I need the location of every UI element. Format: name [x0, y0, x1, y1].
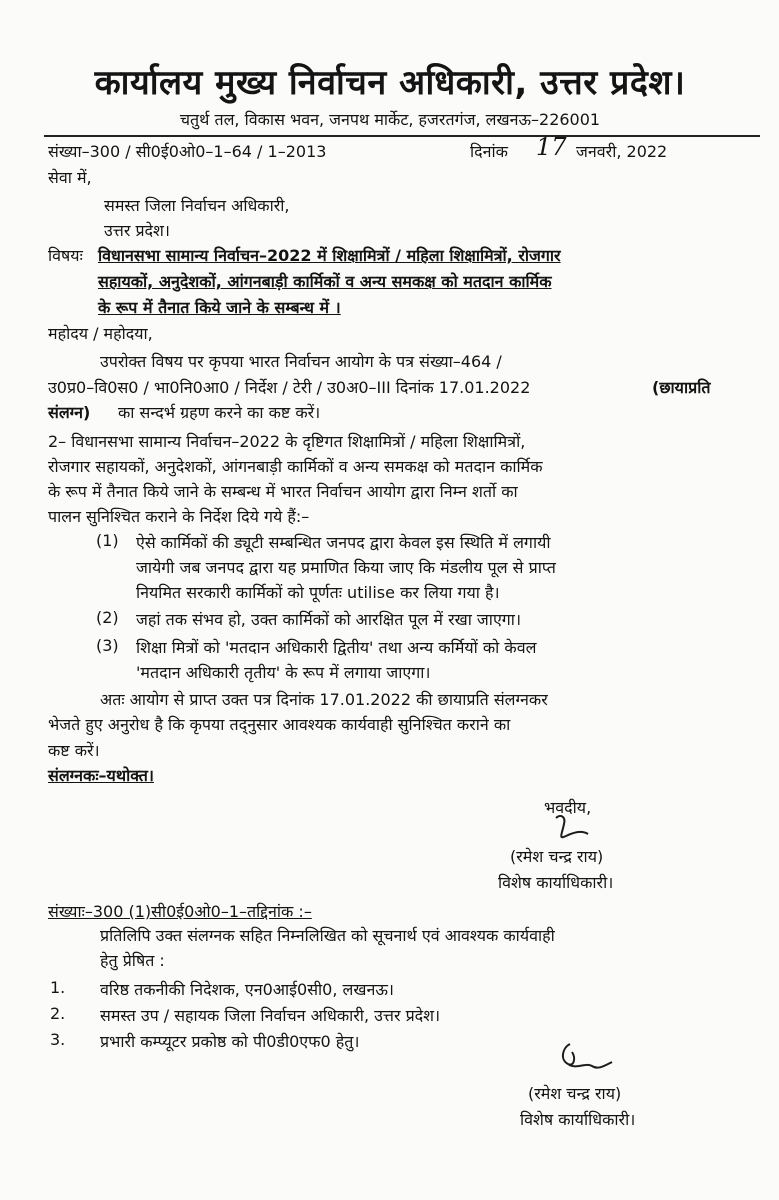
- copy-reference: संख्याः–300 (1)सी0ई0ओ0–1–तद्दिनांक :–: [48, 902, 312, 921]
- date-day-handwritten: 17: [536, 133, 567, 161]
- header-rule: [44, 135, 760, 137]
- copy-item-number: 1.: [50, 978, 66, 997]
- para3-line-3: कष्ट करें।: [48, 741, 100, 760]
- copy-intro-line-1: प्रतिलिपि उक्त संलग्नक सहित निम्नलिखित को सूचनार्थ एवं आवश्यक कार्यवाही: [100, 926, 555, 945]
- para2-line-1: 2– विधानसभा सामान्य निर्वाचन–2022 के दृष्टिगत शिक्षामित्रों / महिला शिक्षामित्रों,: [48, 432, 526, 451]
- condition-line: जहां तक संभव हो, उक्त कार्मिकों को आरक्षित पूल में रखा जाएगा।: [136, 610, 522, 629]
- date-rest: जनवरी, 2022: [576, 142, 668, 161]
- condition-number: (1): [96, 531, 119, 550]
- condition-line: जायेगी जब जनपद द्वारा यह प्रमाणित किया जाए कि मंडलीय पूल से प्राप्त: [136, 558, 556, 577]
- subject-line-3: के रूप में तैनात किये जाने के सम्बन्ध में ।: [98, 298, 341, 317]
- date-label: दिनांक: [470, 142, 508, 161]
- copy-item-text: वरिष्ठ तकनीकी निदेशक, एन0आई0सी0, लखनऊ।: [100, 980, 394, 999]
- para1-line-2: उ0प्र0–वि0स0 / भा0नि0आ0 / निर्देश / टेरी / उ0अ0–III दिनांक 17.01.2022: [48, 378, 531, 397]
- subject-line-2: सहायकों, अनुदेशकों, आंगनबाड़ी कार्मिकों व अन्य समकक्ष को मतदान कार्मिक: [98, 272, 552, 291]
- condition-number: (3): [96, 636, 119, 655]
- condition-line: शिक्षा मित्रों को 'मतदान अधिकारी द्वितीय' तथा अन्य कर्मियों को केवल: [136, 638, 537, 657]
- para2-line-3: के रूप में तैनात किये जाने के सम्बन्ध में भारत निर्वाचन आयोग द्वारा निम्न शर्तो का: [48, 482, 518, 501]
- para1-line-3: का सन्दर्भ ग्रहण करने का कष्ट करें।: [118, 403, 321, 422]
- signature-scribble-1: [548, 812, 608, 846]
- reference-number: संख्या–300 / सी0ई0ओ0–1–64 / 1–2013: [48, 142, 327, 161]
- office-address: चतुर्थ तल, विकास भवन, जनपथ मार्केट, हजरतगंज, लखनऊ–226001: [179, 110, 601, 129]
- recipient-line-1: समस्त जिला निर्वाचन अधिकारी,: [104, 196, 290, 215]
- condition-line: 'मतदान अधिकारी तृतीय' के रूप में लगाया जाएगा।: [136, 663, 431, 682]
- subject-line-1: विधानसभा सामान्य निर्वाचन–2022 में शिक्षामित्रों / महिला शिक्षामित्रों, रोजगार: [98, 246, 561, 265]
- signature-scribble-2: [556, 1040, 620, 1080]
- para2-line-2: रोजगार सहायकों, अनुदेशकों, आंगनबाड़ी कार्मिकों व अन्य समकक्ष को मतदान कार्मिक: [48, 457, 543, 476]
- signatory-designation-2: विशेष कार्याधिकारी।: [520, 1110, 636, 1129]
- office-title: कार्यालय मुख्य निर्वाचन अधिकारी, उत्तर प्रदेश।: [94, 63, 686, 103]
- closing: भवदीय,: [544, 798, 592, 817]
- copy-intro-line-2: हेतु प्रेषित :: [100, 951, 165, 970]
- signatory-name: (रमेश चन्द्र राय): [510, 847, 604, 866]
- recipient-line-2: उत्तर प्रदेश।: [104, 221, 170, 240]
- salutation-to: सेवा में,: [48, 168, 92, 187]
- para1-line-3-bold: संलग्न): [48, 403, 91, 422]
- enclosure: संलग्नकः–यथोक्त।: [48, 766, 154, 785]
- condition-line: नियमित सरकारी कार्मिकों को पूर्णतः utilise कर लिया गया है।: [136, 583, 500, 602]
- signatory-designation: विशेष कार्याधिकारी।: [498, 873, 614, 892]
- condition-line: ऐसे कार्मिकों की ड्यूटी सम्बन्धित जनपद द्वारा केवल इस स्थिति में लगायी: [136, 533, 551, 552]
- para3-line-2: भेजते हुए अनुरोध है कि कृपया तद्नुसार आवश्यक कार्यवाही सुनिश्चित कराने का: [48, 715, 511, 734]
- signatory-name-2: (रमेश चन्द्र राय): [528, 1084, 622, 1103]
- copy-item-number: 2.: [50, 1004, 66, 1023]
- para2-line-4: पालन सुनिश्चित कराने के निर्देश दिये गये हैं:–: [48, 507, 310, 526]
- copy-item-text: समस्त उप / सहायक जिला निर्वाचन अधिकारी, उत्तर प्रदेश।: [100, 1006, 441, 1025]
- para1-line-2-bold: (छायाप्रति: [652, 378, 711, 397]
- copy-item-number: 3.: [50, 1030, 66, 1049]
- copy-item-text: प्रभारी कम्प्यूटर प्रकोष्ठ को पी0डी0एफ0 हेतु।: [100, 1032, 360, 1051]
- greeting: महोदय / महोदया,: [48, 324, 153, 343]
- subject-label: विषयः: [48, 246, 83, 265]
- para1-line-1: उपरोक्त विषय पर कृपया भारत निर्वाचन आयोग के पत्र संख्या–464 /: [100, 352, 502, 371]
- para3-line-1: अतः आयोग से प्राप्त उक्त पत्र दिनांक 17.01.2022 की छायाप्रति संलग्नकर: [100, 690, 548, 709]
- condition-number: (2): [96, 608, 119, 627]
